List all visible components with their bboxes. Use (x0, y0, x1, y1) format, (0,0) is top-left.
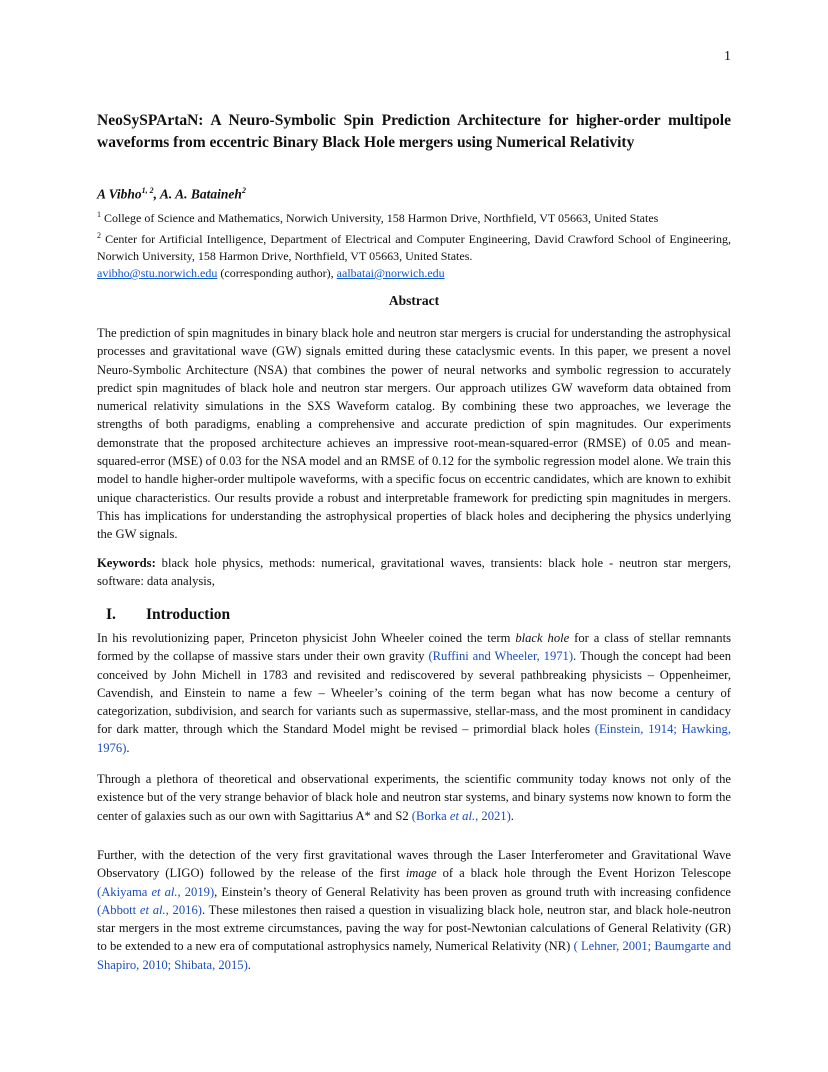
citation-author: (Abbott (97, 902, 140, 917)
affiliation-2-text: Center for Artificial Intelligence, Department of Electrical and Computer Engineering, David Crawford School of Engineering, Norwich University, 158 Harmon Drive, Northfield, VT 05663, United States. (97, 232, 732, 263)
intro-paragraph-3 (97, 846, 731, 974)
author-separator: , (153, 186, 160, 202)
intro-paragraph-1 (97, 629, 731, 757)
text-run: of a black hole through the Event Horizon Telescope (436, 866, 731, 881)
contact-emails (97, 265, 731, 282)
emphasis: image (405, 866, 437, 881)
text-run: Through a plethora of theoretical and observational experiments, the scientific community today knows not only of the existence but of the very strange behavior of black hole and neutron star systems, and binary systems now known to form the center of galaxies such as our own with Sagittarius A* and S2 (97, 772, 731, 823)
page-number: 1 (724, 49, 731, 64)
author-1-name: A Vibho (97, 186, 142, 202)
citation-author: (Borka (411, 808, 450, 823)
keywords-label: Keywords: (97, 556, 156, 570)
citation-link[interactable]: (Ruffini and Wheeler, 1971) (428, 649, 574, 664)
email-link-2[interactable]: aalbatai@norwich.edu (336, 266, 445, 280)
citation-link[interactable] (97, 885, 214, 899)
citation-etal: et al. (449, 808, 476, 823)
citation-year: , 2019) (177, 884, 215, 899)
abstract-text: The prediction of spin magnitudes in binary black hole and neutron star mergers is crucial for understanding the astrophysical processes and gravitational wave (GW) signals emitted during these cataclysmic events. In this paper, we present a novel Neuro-Symbolic Architecture (NSA) that combines the power of neural networks and symbolic regression to accurately predict spin magnitudes of black hole and neutron star mergers. Our approach utilizes GW waveform data obtained from numerical relativity simulations in the SXS Waveform catalog. By combining these two approaches, we leverage the strengths of both paradigms, enabling a comprehensive and accurate prediction of spin magnitudes. Our experiments demonstrate that the proposed architecture achieves an impressive root-mean-squared-error (RMSE) of 0.05 and mean-squared-error (MSE) of 0.03 for the NSA model and an RMSE of 0.12 for the symbolic regression model alone. We train this model to handle higher-order multipole waveforms, with a specific focus on eccentric candidates, which are known to exhibit unique characteristics. Our results provide a robust and interpretable framework for predicting spin magnitudes in mergers. This has implications for understanding the astrophysical properties of black holes and deciphering the physics underlying the GW signals. (97, 326, 731, 542)
citation-link[interactable] (412, 809, 511, 823)
email-link-1[interactable]: avibho@stu.norwich.edu (97, 266, 218, 280)
paper-title: NeoSySPArtaN: A Neuro-Symbolic Spin Prediction Architecture for higher-order multipole waveforms from eccentric Binary Black Hole mergers using Numerical Relativity (97, 112, 731, 151)
emphasis: black hole (515, 631, 570, 645)
text-run: . (247, 957, 251, 972)
citation-etal: et al. (139, 902, 166, 917)
text-run: In his revolutionizing paper, Princeton physicist John Wheeler coined the term (97, 631, 516, 645)
text-run: . Though the concept had been conceived by John Michell in 1783 and revisited and rediscovered by several pathbreaking physicists – Oppenheimer, Cavendish, and Einstein to name a few – Wheeler’s coining of the term began what has now become a century of categorization, subdivision, and search for variants such as supermassive, stellar-mass, and the most prominent in candidacy for dark matter, through which the Standard Model might be revised – primordial black holes (97, 649, 731, 737)
keywords (97, 554, 731, 591)
citation-link[interactable]: ( Lehner, 2001; Baumgarte and Shapiro, 2010; Shibata, 2015) (97, 939, 731, 972)
affiliation-1-text: College of Science and Mathematics, Norwich University, 158 Harmon Drive, Northfield, VT 05663, United States (104, 211, 659, 225)
author-2-affil-mark: 2 (241, 186, 246, 195)
citation-link[interactable] (97, 903, 202, 917)
affiliation-1 (97, 206, 731, 227)
affiliation-1-mark: 1 (97, 210, 101, 219)
affiliation-2 (97, 227, 731, 265)
intro-paragraph-2 (97, 770, 731, 825)
text-run: . These milestones then raised a question in visualizing black hole, neutron star, and black hole-neutron star mergers in the most extreme circumstances, paving the way for post-Newtonian calculations of General Relativity (GR) to be extended to a new era of computational astrophysics namely, Numerical Relativity (NR) (97, 902, 731, 954)
keywords-text: black hole physics, methods: numerical, gravitational waves, transients: black hole - neutron star mergers, software: data analysis, (97, 556, 731, 589)
affiliation-2-mark: 2 (97, 231, 101, 240)
text-run: . (126, 740, 130, 755)
citation-year: , 2016) (165, 902, 202, 917)
abstract-heading: Abstract (388, 293, 440, 308)
author-1-affil-mark: 1, 2 (141, 186, 154, 195)
citation-year: , 2021) (475, 808, 511, 823)
corresponding-note: (corresponding author), (217, 266, 337, 280)
citation-etal: et al. (151, 884, 178, 899)
text-run: Further, with the detection of the very first gravitational waves through the Laser Interferometer and Gravitational Wave Observatory (LIGO) followed by the release of the first (97, 848, 731, 881)
author-2-name: A. A. Bataineh (159, 186, 242, 202)
citation-link[interactable]: (Einstein, 1914; Hawking, 1976) (97, 722, 731, 755)
affiliations (97, 206, 731, 282)
text-run: , Einstein’s theory of General Relativity has been proven as ground truth with increasing confidence (214, 884, 732, 899)
section-title: Introduction (146, 606, 231, 623)
author-line (97, 186, 246, 203)
citation-author: (Akiyama (97, 884, 152, 899)
section-heading-introduction (106, 606, 230, 624)
section-number: I. (106, 606, 116, 623)
text-run: for a class of stellar remnants formed by the collapse of massive stars under their own gravity (97, 631, 731, 664)
text-run: . (510, 808, 514, 823)
